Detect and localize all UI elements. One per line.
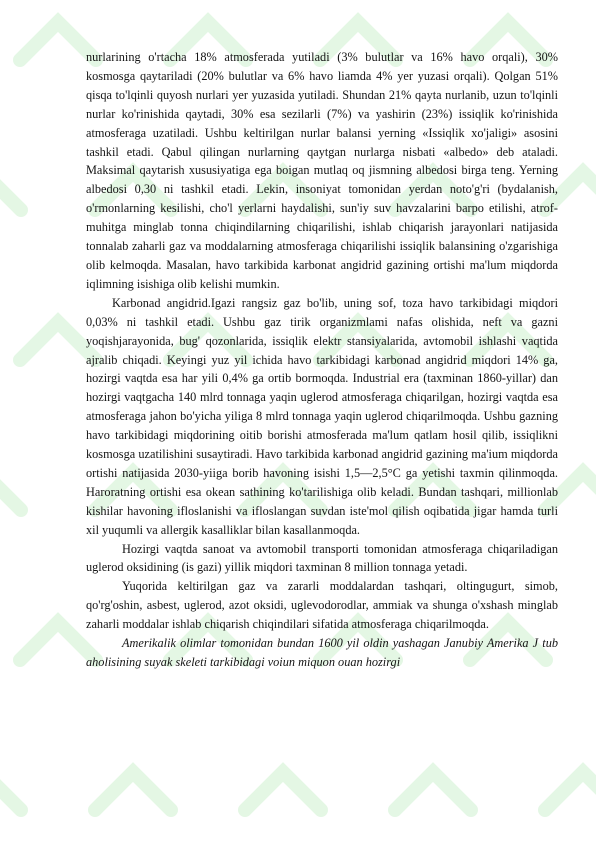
watermark-chevron (0, 172, 21, 210)
paragraph-3: Hozirgi vaqtda sanoat va avtomobil transporti tomonidan atmosferaga chiqariladigan uglerod oksidining (is gazi) yillik miqdori taxminan 8 million tonnaga yetadi. (86, 541, 558, 575)
watermark-chevron (20, 622, 96, 660)
document-page (86, 48, 558, 672)
watermark-chevron (20, 22, 96, 60)
watermark-chevron (95, 772, 171, 810)
watermark-chevron (245, 772, 321, 810)
paragraph-2: Karbonad angidrid.Igazi rangsiz gaz bo'lib, uning sof, toza havo tarkibidagi miqdori 0,03% ni tashkil etadi. Ushbu gaz tirik organizmlami nafas olishida, neft va gazni yoqishjarayonida, bug' qozonlarida, issiqlik elektr stansiyalarida, avtomobil ishlashi vaqtida ajralib chiqadi. Keyingi yuz yil ichida havo tarkibidagi karbonad angidrid miqdori 14% ga, hozirgi vaqtda esa har yili 0,4% ga ortib bormoqda. Industrial era (taxminan 1860-yillar) dan hozirgi vaqtgacha 140 mlrd tonnaga yaqin uglerod atmosferaga chiqarilgan, hozirgi vaqtda esa atmosferaga jahon bo'yicha yiliga 8 mlrd tonnaga yaqin uglerod chiqarilmoqda. Ushbu gazning havo tarkibidagi miqdorining oitib borishi atmosferada ma'lum qatlam hosil qilib, issiqlikni kosmosga uzatilishini susaytiradi. Havo tarkibida karbonad angidrid gazining ma'ium miqdorda ortishi natijasida 2030-yiiga borib havoning isishi 1,5—2,5°C ga yetishi taxmin qilinmoqda. Haroratning ortishi esa okean sathining ko'tarilishiga olib keladi. Bundan tashqari, millionlab kishilar havoning ifloslanishi va ifloslangan suvdan iste'mol qilish oqibatida jigar hamda turli xil yuqumli va allergik kasalliklar bilan kasallanmoqda. (86, 295, 558, 537)
paragraph-4: Yuqorida keltirilgan gaz va zararli moddalardan tashqari, oltingugurt, simob, qo'rg'oshin, asbest, uglerod, azot oksidi, uglevodorodlar, ammiak va shunga o'xshash minglab zaharli moddalar ishlab chiqarish chiqindilari sifatida atmosferaga chiqarilmoqda. (86, 579, 558, 632)
watermark-chevron (545, 772, 596, 810)
watermark-chevron (0, 472, 21, 510)
paragraph-1: nurlarining o'rtacha 18% atmosferada yutiladi (3% bulutlar va 16% havo orqali), 30% kosmosga qaytariladi (20% bulutlar va 6% havo liamda 4% yer yuzasi orqali). Qolgan 51% qisqa to'lqinli quyosh nurlari yer yuzasida yutiladi. Shundan 21% qayta nurlanib, uzun to'lqinli nurlar ko'rinishida qaytadi, 30% esa sezilarli (7%) va yashirin (23%) issiqlik ko'rinishida atmosferaga uzatiladi. Ushbu keltirilgan nurlar balansi yerning «Issiqlik xo'jaligi» asosini tashkil etadi. Qabul qilingan nurlarning qaytgan nurlarga nisbati «albedo» deb ataladi. Maksimal qaytarish xususiyatiga ega boigan mutlaq oq jismning albedosi birga teng. Yerning albedosi 0,30 ni tashkil etadi. Lekin, insoniyat tomonidan yerdan noto'g'ri (bydalanish, o'rmonlarning kesilishi, cho'l yerlarni haydalishi, sun'iy suv havzalarini barpo etilishi, atrof-muhitga minglab tonna chiqindilarning chiqarilishi, ishlab chiqarish jarayonlari natijasida tonnalab zaharli gaz va moddalarning atmosferaga chiqarilishi issiqlik balansining o'zgarishiga olib kelmoqda. Masalan, havo tarkibida karbonat angidrid gazining ortishi ma'lum miqdorda iqlimning isishiga olib kelishi mumkin. (86, 50, 558, 291)
watermark-chevron (0, 772, 21, 810)
watermark-chevron (395, 772, 471, 810)
paragraph-5: Amerikalik olimlar tomonidan bundan 1600 yil oldin yashagan Janubiy Amerika J tub aholisining suyak skeleti tarkibidagi voiun miquon ouan hozirgi (86, 636, 558, 669)
watermark-chevron (20, 322, 96, 360)
